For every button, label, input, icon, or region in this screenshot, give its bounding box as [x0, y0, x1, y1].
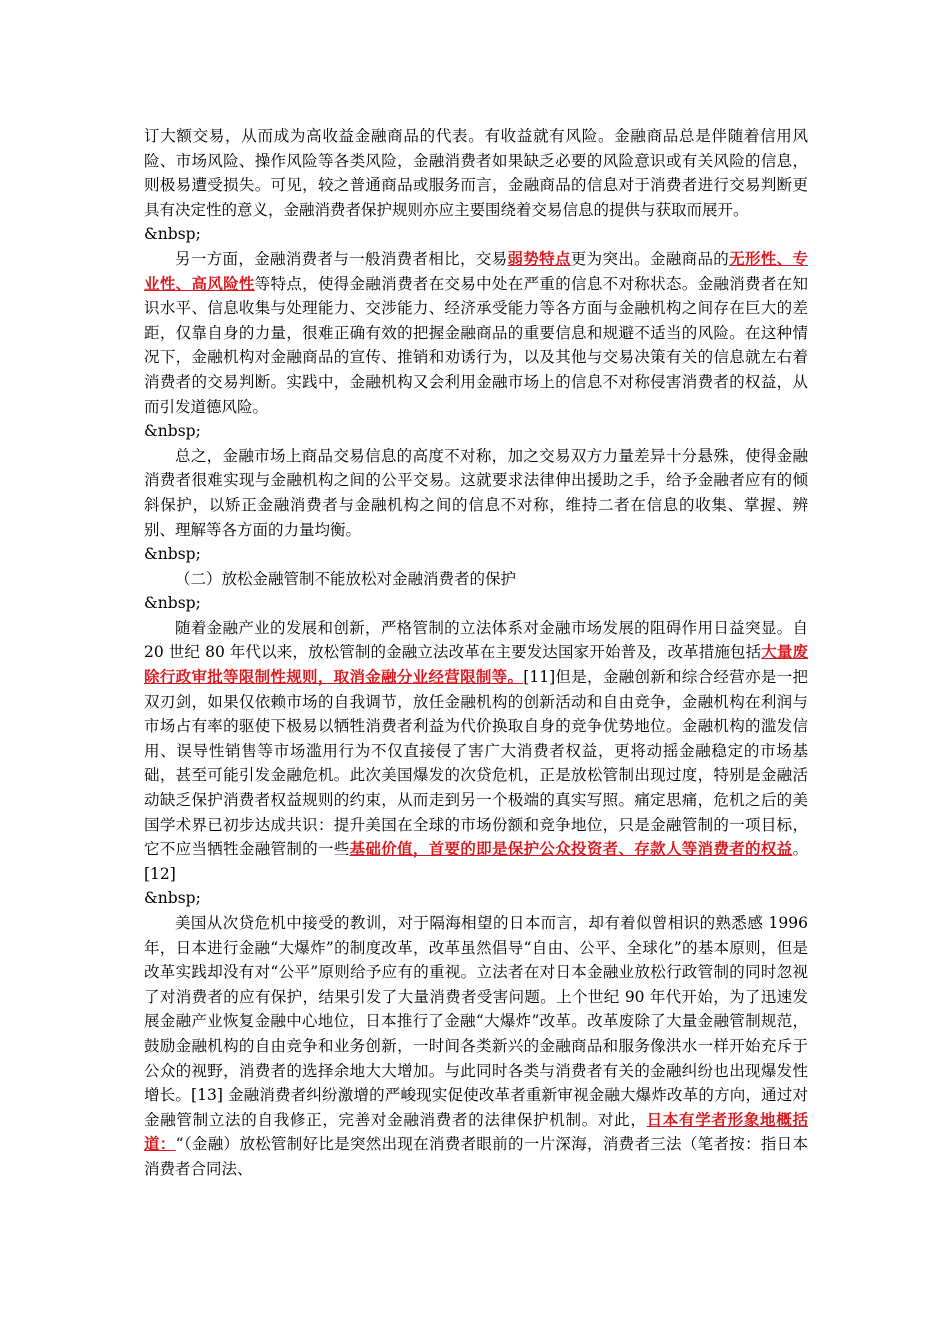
document-body: [144, 124, 808, 1182]
text-run: 随着金融产业的发展和创新，严格管制的立法体系对金融市场发展的阻碍作用日益突显。自 20 世纪 80 年代以来，放松管制的金融立法改革在主要发达国家开始普及，改革措施包括: [144, 618, 808, 662]
text-run: 另一方面，金融消费者与一般消费者相比，交易: [175, 249, 508, 268]
paragraph-3: 总之，金融市场上商品交易信息的高度不对称，加之交易双方力量差异十分悬殊，使得金融消费者很难实现与金融机构之间的公平交易。这就要求法律伸出援助之手，给予金融者应有的倾斜保护，以矫正金融消费者与金融机构之间的信息不对称，维持二者在信息的收集、掌握、辨别、理解等各方面的力量均衡。: [144, 446, 808, 539]
text-run: [11]但是，金融创新和综合经营亦是一把双刃剑，如果仅依赖市场的自我调节，放任金融机构的创新活动和自由竞争，金融机构在利润与市场占有率的驱使下极易以牺牲消费者利益为代价换取自身的竞争优势地位。金融机构的滥发信用、误导性销售等市场滥用行为不仅直接侵了害广大消费者权益，更将动摇金融稳定的市场基础，甚至可能引发金融危机。此次美国爆发的次贷危机，正是放松管制出现过度，特别是金融活动缺乏保护消费者权益规则的约束，从而走到另一个极端的真实写照。痛定思痛，危机之后的美国学术界已初步达成共识：提升美国在全球的市场份额和竞争地位，只是金融管制的一项目标，它不应当牺牲金融管制的一些: [144, 668, 808, 859]
nbsp-line: &nbsp;: [144, 545, 201, 564]
highlighted-text: 基础价值，首要的即是保护公众投资者、存款人等消费者的权益: [349, 839, 793, 859]
section-heading: （二）放松金融管制不能放松对金融消费者的保护: [175, 569, 517, 588]
nbsp-line: &nbsp;: [144, 225, 201, 244]
paragraph-2: [144, 247, 808, 419]
text-run: 。[12]: [144, 840, 808, 883]
highlighted-text: 弱势特点: [507, 248, 571, 268]
nbsp-line: &nbsp;: [144, 422, 201, 441]
text-run: 美国从次贷危机中接受的教训，对于隔海相望的日本而言，却有着似曾相识的熟悉感 1996 年，日本进行金融“大爆炸”的制度改革，改革虽然倡导“自由、公平、全球化”的基本原则，但是改革实践却没有对“公平”原则给予应有的重视。立法者在对日本金融业放松行政管制的同时忽视了对消费者的应有保护，结果引发了大量消费者受害问题。上个世纪 90 年代开始，为了迅速发展金融产业恢复金融中心地位，日本推行了金融“大爆炸”改革。改革废除了大量金融管制规范，鼓励金融机构的自由竞争和业务创新，一时间各类新兴的金融商品和服务像洪水一样开始充斥于公众的视野，消费者的选择余地大大增加。与此同时各类与消费者有关的金融纠纷也出现爆发性增长。[13] 金融消费者纠纷激增的严峻现实促使改革者重新审视金融大爆炸改革的方向，通过对金融管制立法的自我修正，完善对金融消费者的法律保护机制。对此，: [144, 914, 808, 1129]
text-run: “（金融）放松管制好比是突然出现在消费者眼前的一片深海，消费者三法（笔者按：指日本消费者合同法、: [144, 1135, 808, 1178]
text-run: 等特点，使得金融消费者在交易中处在严重的信息不对称状态。金融消费者在知识水平、信息收集与处理能力、交涉能力、经济承受能力等各方面与金融机构之间存在巨大的差距，仅靠自身的力量，很难正确有效的把握金融商品的重要信息和规避不适当的风险。在这种情况下，金融机构对金融商品的宣传、推销和劝诱行为，以及其他与交易决策有关的信息就左右着消费者的交易判断。实践中，金融机构又会利用金融市场上的信息不对称侵害消费者的权益，从而引发道德风险。: [144, 274, 808, 416]
nbsp-line: &nbsp;: [144, 594, 201, 613]
paragraph-1: 订大额交易，从而成为高收益金融商品的代表。有收益就有风险。金融商品总是伴随着信用风险、市场风险、操作风险等各类风险，金融消费者如果缺乏必要的风险意识或有关风险的信息，则极易遭受损失。可见，较之普通商品或服务而言，金融商品的信息对于消费者进行交易判断更具有决定性的意义，金融消费者保护规则亦应主要围绕着交易信息的提供与获取而展开。: [144, 127, 808, 219]
paragraph-5: [144, 911, 808, 1182]
highlighted-text: 无形性、专业性、高风险性: [144, 248, 808, 293]
nbsp-line: &nbsp;: [144, 889, 201, 908]
highlighted-text: 日本有学者形象地概括道：: [144, 1109, 808, 1154]
paragraph-4: [144, 616, 808, 887]
text-run: 更为突出。金融商品的: [570, 249, 730, 268]
highlighted-text: 大量废除行政审批等限制性规则，取消金融分业经营限制等。: [144, 642, 808, 687]
